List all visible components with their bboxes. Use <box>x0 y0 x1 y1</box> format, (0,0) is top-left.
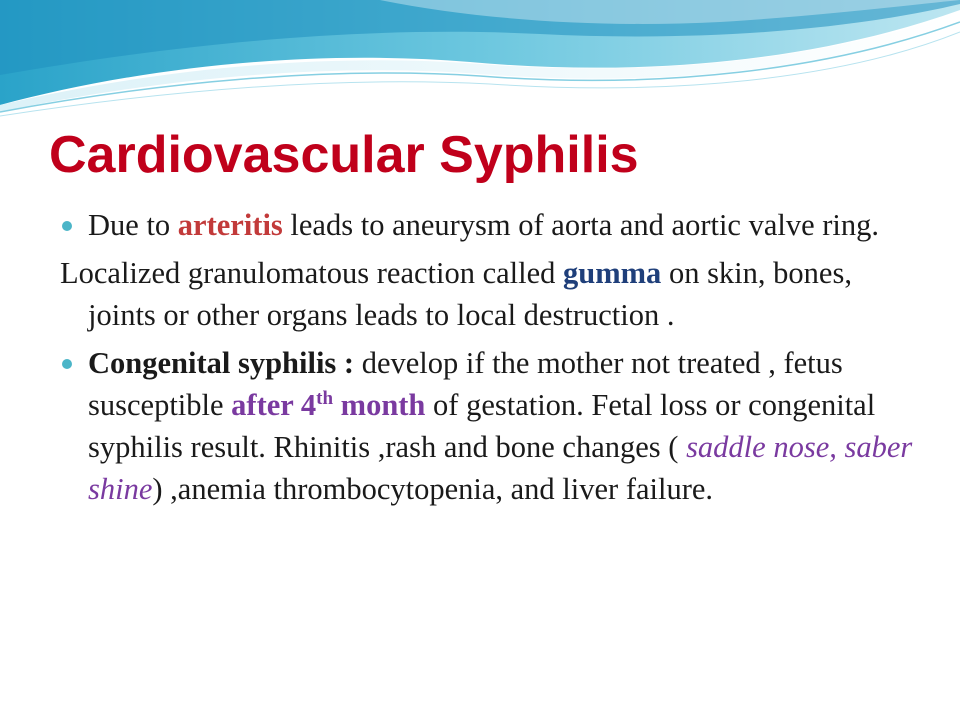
text-span: develop if the mother not treated , fetus susceptible <box>88 346 843 422</box>
slide-title: Cardiovascular Syphilis <box>49 126 639 184</box>
superscript-th: th <box>316 388 334 409</box>
text-span: ) ,anemia thrombocytopenia, and liver failure. <box>152 472 714 506</box>
bullet-dot-icon <box>62 359 72 369</box>
slide-content <box>0 204 960 516</box>
keyword-gumma: gumma <box>563 256 662 290</box>
bullet-dot-icon <box>62 221 72 231</box>
bullet-arteritis <box>0 204 960 246</box>
text-span: leads to aneurysm of aorta and aortic valve ring. <box>282 208 880 242</box>
text-span: on skin, bones, joints or other organs leads to local destruction . <box>88 256 852 332</box>
text-span: Due to <box>88 208 178 242</box>
header-wave-decoration <box>0 0 960 120</box>
keyword-congenital: Congenital syphilis : <box>88 346 355 380</box>
keyword-saddle-nose: saddle nose, saber shine <box>88 430 913 506</box>
keyword-arteritis: arteritis <box>177 208 283 242</box>
paragraph-gumma <box>0 252 960 336</box>
keyword-after-4th: after 4 <box>231 388 317 422</box>
keyword-month: month <box>333 388 426 422</box>
text-span: of gestation. Fetal loss or congenital syphilis result. Rhinitis ,rash and bone changes ( <box>88 388 876 464</box>
text-span: Localized granulomatous reaction called <box>60 256 564 290</box>
bullet-congenital <box>0 342 960 510</box>
